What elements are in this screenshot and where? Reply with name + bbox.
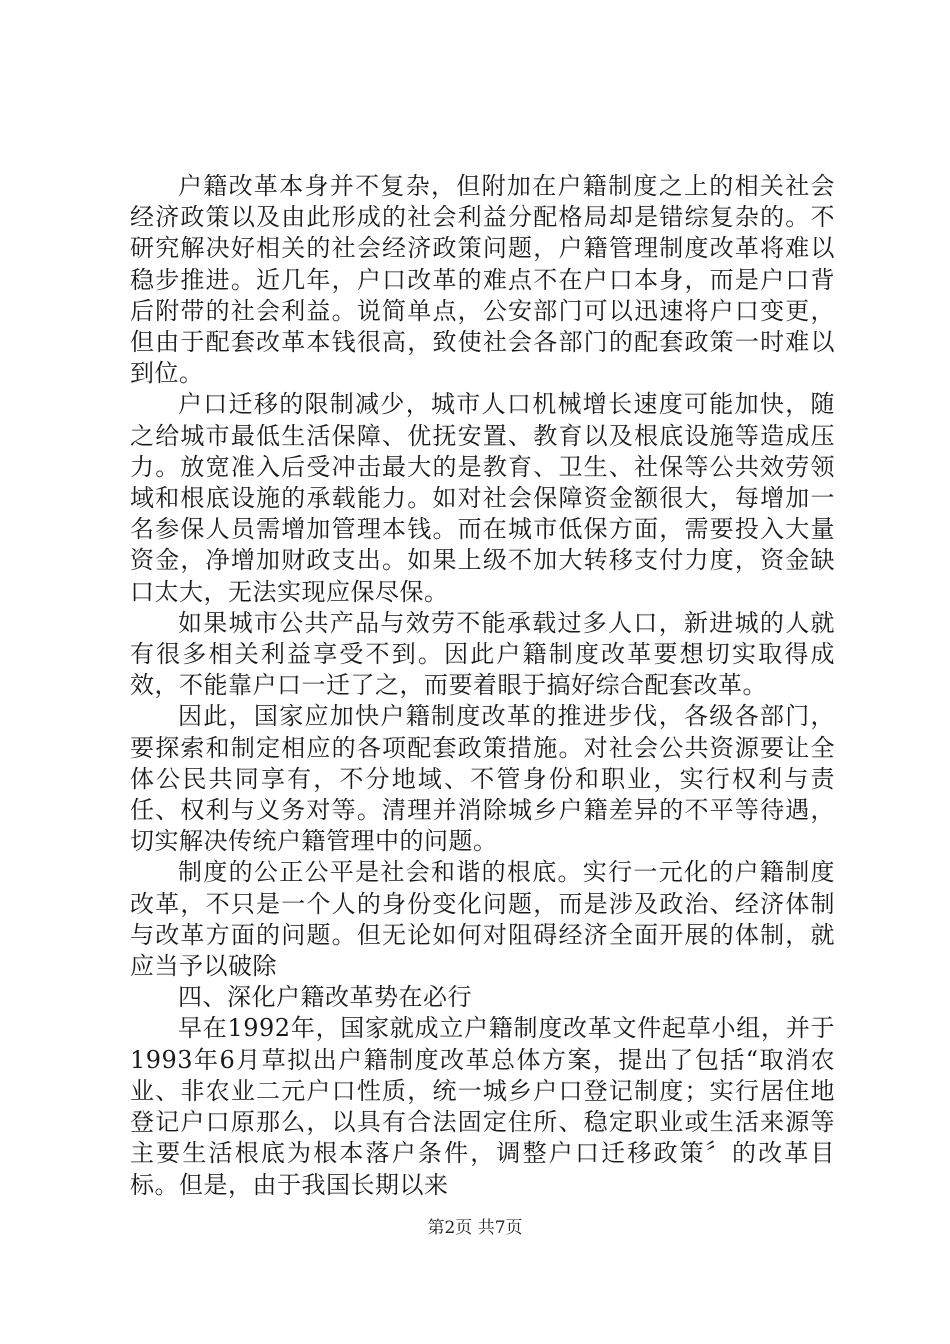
paragraph-2: 户口迁移的限制减少，城市人口机械增长速度可能加快，随之给城市最低生活保障、优抚安置、教育以及根底设施等造成压力。放宽准入后受冲击最大的是教育、卫生、社保等公共效劳领域和根底设施的承载能力。如对社会保障资金额很大，每增加一名参保人员需增加管理本钱。而在城市低保方面，需要投入大量资金，净增加财政支出。如果上级不加大转移支付力度，资金缺口太大，无法实现应保尽保。 [130, 390, 835, 606]
paragraph-1: 户籍改革本身并不复杂，但附加在户籍制度之上的相关社会经济政策以及由此形成的社会利益分配格局却是错综复杂的。不研究解决好相关的社会经济政策问题，户籍管理制度改革将难以稳步推进。近几年，户口改革的难点不在户口本身，而是户口背后附带的社会利益。说简单点，公安部门可以迅速将户口变更，但由于配套改革本钱很高，致使社会各部门的配套政策一时难以到位。 [130, 172, 835, 388]
section-paragraph: 早在1992年，国家就成立户籍制度改革文件起草小组，并于1993年6月草拟出户籍制度改革总体方案，提出了包括“取消农业、非农业二元户口性质，统一城乡户口登记制度；实行居住地登记户口原那么，以具有合法固定住所、稳定职业或生活来源等主要生活根底为根本落户条件，调整户口迁移政策〞的改革目标。但是，由于我国长期以来 [130, 1014, 835, 1199]
page-number-footer: 第2页 共7页 [427, 1218, 523, 1238]
paragraph-3: 如果城市公共产品与效劳不能承载过多人口，新进城的人就有很多相关利益享受不到。因此户籍制度改革要想切实取得成效，不能靠户口一迁了之，而要着眼于搞好综合配套改革。 [130, 608, 835, 700]
section-heading: 四、深化户籍改革势在必行 [178, 983, 472, 1012]
paragraph-4: 因此，国家应加快户籍制度改革的推进步伐，各级各部门，要探索和制定相应的各项配套政策措施。对社会公共资源要让全体公民共同享有，不分地域、不管身份和职业，实行权利与责任、权利与义务对等。清理并消除城乡户籍差异的不平等待遇，切实解决传统户籍管理中的问题。 [130, 702, 835, 856]
paragraph-5: 制度的公正公平是社会和谐的根底。实行一元化的户籍制度改革，不只是一个人的身份变化问题，而是涉及政治、经济体制与改革方面的问题。但无论如何对阻碍经济全面开展的体制，就应当予以破除 [130, 858, 835, 981]
document-body [130, 171, 835, 1201]
